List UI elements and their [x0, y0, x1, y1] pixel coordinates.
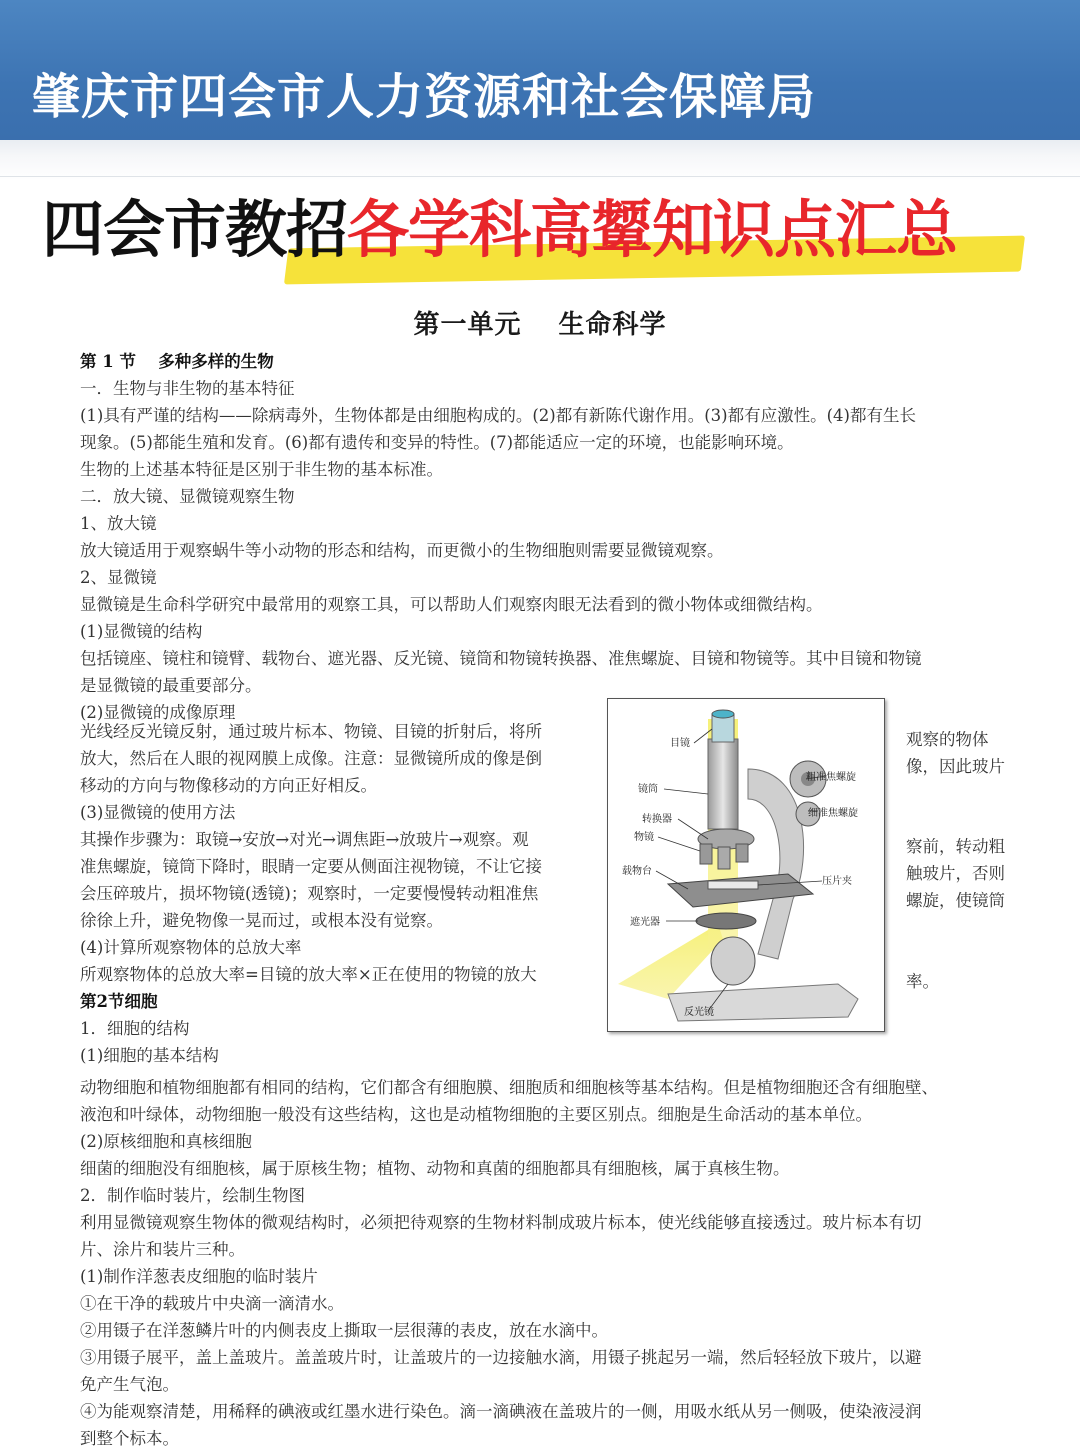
label-nosepiece: 转换器 — [642, 814, 672, 825]
label-fine: 细准焦螺旋 — [808, 808, 858, 819]
mirror-shape — [711, 937, 755, 985]
divider — [0, 176, 1080, 177]
side-text: 察前，转动粗 — [906, 837, 1005, 856]
paragraph-line: 一．生物与非生物的基本特征 — [80, 379, 295, 398]
paragraph-line: (4)计算所观察物体的总放大率 — [80, 938, 302, 957]
paragraph-line: 2．制作临时装片，绘制生物图 — [80, 1186, 305, 1205]
objective-lens-3 — [736, 844, 748, 862]
paragraph-line: 现象。(5)都能生殖和发育。(6)都有遗传和变异的特性。(7)都能适应一定的环境，也能影响环境。 — [80, 433, 794, 452]
paragraph-line: 到整个标本。 — [80, 1429, 179, 1448]
eyepiece-lens — [712, 710, 734, 718]
section-heading: 第 1 节 多种多样的生物 — [80, 352, 274, 371]
paragraph-line: 利用显微镜观察生物体的微观结构时，必须把待观察的生物材料制成玻片标本，使光线能够直接透过。玻片标本有切 — [80, 1213, 922, 1232]
paragraph-line: 放大，然后在人眼的视网膜上成像。注意：显微镜所成的像是倒 — [80, 749, 542, 768]
paragraph-line: ④为能观察清楚，用稀释的碘液或红墨水进行染色。滴一滴碘液在盖玻片的一侧，用吸水纸从另一侧吸，使染液浸润 — [80, 1402, 922, 1421]
paragraph-line: ①在干净的载玻片中央滴一滴清水。 — [80, 1294, 344, 1313]
paragraph-line: (3)显微镜的使用方法 — [80, 803, 236, 822]
side-text: 率。 — [906, 972, 939, 991]
side-text: 像，因此玻片 — [906, 757, 1005, 776]
label-clip: 压片夹 — [822, 876, 852, 887]
paragraph-line: 2、显微镜 — [80, 568, 157, 587]
paragraph-line: 显微镜是生命科学研究中最常用的观察工具，可以帮助人们观察肉眼无法看到的微小物体或细微结构。 — [80, 595, 823, 614]
paragraph-line: 移动的方向与物像移动的方向正好相反。 — [80, 776, 377, 795]
slide — [708, 881, 758, 889]
paragraph-line: 二．放大镜、显微镜观察生物 — [80, 487, 295, 506]
microscope-diagram — [608, 699, 884, 1031]
banner-shadow — [0, 140, 1080, 180]
paragraph-line: 1．细胞的结构 — [80, 1019, 190, 1038]
microscope-figure — [607, 698, 885, 1032]
headline-black: 四会市教招 — [42, 193, 348, 266]
paragraph-line: 会压碎玻片，损坏物镜(透镜)；观察时，一定要慢慢转动粗准焦 — [80, 884, 539, 903]
light-ray — [618, 924, 723, 999]
paragraph-line: 其操作步骤为：取镜→安放→对光→调焦距→放玻片→观察。观 — [80, 830, 529, 849]
banner-title: 肇庆市四会市人力资源和社会保障局 — [32, 69, 817, 125]
paragraph-line: (1)具有严谨的结构——除病毒外，生物体都是由细胞构成的。(2)都有新陈代谢作用。(3)都有应激性。(4)都有生长 — [80, 406, 916, 425]
paragraph-line: ②用镊子在洋葱鳞片叶的内侧表皮上撕取一层很薄的表皮，放在水滴中。 — [80, 1321, 608, 1340]
paragraph-line: 所观察物体的总放大率=目镜的放大率×正在使用的物镜的放大 — [80, 965, 537, 984]
paragraph-line: 包括镜座、镜柱和镜臂、载物台、遮光器、反光镜、镜筒和物镜转换器、准焦螺旋、目镜和物镜等。其中目镜和物镜 — [80, 649, 922, 668]
paragraph-line: (2)原核细胞和真核细胞 — [80, 1132, 252, 1151]
paragraph-line: (1)制作洋葱表皮细胞的临时装片 — [80, 1267, 318, 1286]
paragraph-line: 生物的上述基本特征是区别于非生物的基本标准。 — [80, 460, 443, 479]
headline-red: 各学科高颦知识点汇总 — [347, 193, 958, 266]
label-objective: 物镜 — [634, 832, 654, 843]
label-tube: 镜筒 — [638, 784, 658, 795]
label-coarse: 粗准焦螺旋 — [806, 772, 856, 783]
paragraph-line: 片、涂片和装片三种。 — [80, 1240, 245, 1259]
label-stage: 载物台 — [622, 866, 652, 877]
paragraph-line: ③用镊子展平，盖上盖玻片。盖盖玻片时，让盖玻片的一边接触水滴，用镊子挑起另一端，然后轻轻放下玻片，以避 — [80, 1348, 922, 1367]
paragraph-line: 是显微镜的最重要部分。 — [80, 676, 262, 695]
headline — [42, 190, 1042, 290]
unit-title: 第一单元 生命科学 — [413, 310, 667, 340]
label-diaphragm: 遮光器 — [630, 917, 660, 928]
headline-text — [42, 190, 957, 270]
paragraph-line: 动物细胞和植物细胞都有相同的结构，它们都含有细胞膜、细胞质和细胞核等基本结构。但是植物细胞还含有细胞壁、 — [80, 1078, 938, 1097]
side-text: 螺旋，使镜筒 — [906, 891, 1005, 910]
paragraph-line: (2)显微镜的成像原理 — [80, 703, 236, 722]
section-heading: 第2节细胞 — [80, 992, 158, 1011]
paragraph-line: 1、放大镜 — [80, 514, 157, 533]
objective-lens-1 — [700, 844, 712, 864]
diaphragm-shape — [696, 913, 756, 929]
paragraph-line: (1)显微镜的结构 — [80, 622, 203, 641]
header-banner — [0, 0, 1080, 140]
label-mirror: 反光镜 — [684, 1007, 714, 1018]
label-eyepiece: 目镜 — [670, 738, 690, 749]
paragraph-line: 徐徐上升，避免物像一晃而过，或根本没有觉察。 — [80, 911, 443, 930]
microscope-tube — [708, 739, 738, 829]
paragraph-line: 细菌的细胞没有细胞核，属于原核生物；植物、动物和真菌的细胞都具有细胞核，属于真核生物。 — [80, 1159, 790, 1178]
side-text: 触玻片，否则 — [906, 864, 1005, 883]
paragraph-line: 准焦螺旋，镜筒下降时，眼睛一定要从侧面注视物镜，不让它接 — [80, 857, 542, 876]
side-text: 观察的物体 — [906, 730, 989, 749]
paragraph-line: 免产生气泡。 — [80, 1375, 179, 1394]
paragraph-line: 放大镜适用于观察蜗牛等小动物的形态和结构，而更微小的生物细胞则需要显微镜观察。 — [80, 541, 724, 560]
paragraph-line: 光线经反光镜反射，通过玻片标本、物镜、目镜的折射后，将所 — [80, 722, 542, 741]
objective-lens-2 — [718, 847, 730, 869]
microscope-arm — [748, 769, 804, 959]
paragraph-line: (1)细胞的基本结构 — [80, 1046, 219, 1065]
paragraph-line: 液泡和叶绿体，动物细胞一般没有这些结构，这也是动植物细胞的主要区别点。细胞是生命活动的基本单位。 — [80, 1105, 872, 1124]
